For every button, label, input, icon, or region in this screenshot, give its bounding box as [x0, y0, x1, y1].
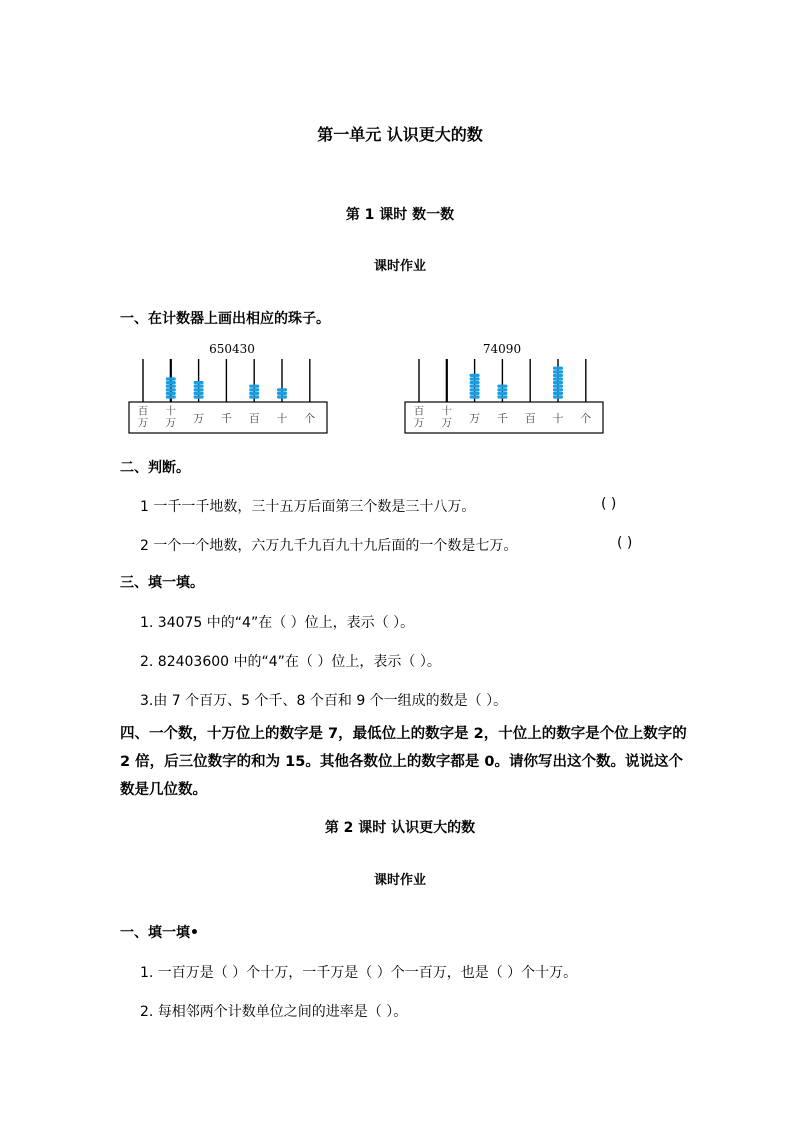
abacus-place-label: 十: [165, 405, 177, 417]
abacus-place-label: 千: [496, 412, 508, 425]
abacus-bead: [497, 385, 507, 388]
abacus-place-label: 万: [441, 417, 453, 429]
abacus-bead: [553, 385, 563, 388]
abacus-bead: [553, 381, 563, 384]
fill-item-1: 1. 34075 中的“4”在（ ）位上，表示（ ）。: [140, 615, 415, 631]
lesson2-section1-heading: 一、填一填•: [120, 925, 199, 941]
abacus-bead: [166, 377, 176, 380]
abacus-bead: [249, 388, 259, 391]
abacus-place-label: 百: [413, 405, 425, 417]
abacus-place-label: 百: [137, 405, 149, 417]
fill-item-2: 2. 82403600 中的“4”在（ ）位上，表示（ ）。: [140, 654, 441, 670]
judge-item-2-blank[interactable]: ( ): [617, 535, 633, 551]
abacus-1-drawing: [128, 339, 328, 435]
abacus-1-number: 650430: [209, 342, 255, 356]
abacus-bead: [277, 392, 287, 395]
lesson2-fill-item-2: 2. 每相邻两个计数单位之间的进率是（ ）。: [140, 1004, 408, 1020]
abacus-bead: [470, 388, 480, 391]
abacus-place-label: 万: [469, 412, 481, 425]
abacus-bead: [194, 392, 204, 395]
abacus-bead: [194, 388, 204, 391]
abacus-bead: [166, 395, 176, 398]
abacus-place-label: 万: [137, 417, 149, 429]
unit-title: 第一单元 认识更大的数: [317, 125, 483, 144]
abacus-place-label: 千: [220, 412, 232, 425]
lesson1-homework-label: 课时作业: [373, 259, 426, 274]
abacus-place-label: 个: [580, 412, 592, 425]
judge-item-2: 2 一个一个地数，六万九千九百九十九后面的一个数是七万。: [140, 538, 518, 554]
abacus-2-drawing: [404, 339, 604, 435]
section1-heading: 一、在计数器上画出相应的珠子。: [120, 311, 330, 327]
abacus-bead: [553, 388, 563, 391]
abacus-bead: [497, 395, 507, 398]
abacus-bead: [553, 367, 563, 370]
abacus-place-label: 百: [524, 412, 536, 425]
abacus-bead: [249, 392, 259, 395]
abacus-bead: [470, 392, 480, 395]
abacus-place-label: 个: [304, 412, 316, 425]
abacus-bead: [249, 385, 259, 388]
judge-item-1-blank[interactable]: ( ): [601, 496, 617, 512]
abacus-1: [128, 339, 328, 435]
abacus-bead: [194, 381, 204, 384]
abacus-bead: [470, 381, 480, 384]
abacus-bead: [553, 370, 563, 373]
abacus-bead: [470, 374, 480, 377]
abacus-bead: [470, 377, 480, 380]
abacus-place-label: 十: [441, 405, 453, 417]
abacus-bead: [553, 377, 563, 380]
abacus-place-label: 百: [248, 412, 260, 425]
abacus-bead: [277, 388, 287, 391]
abacus-place-label: 万: [193, 412, 205, 425]
abacus-bead: [166, 388, 176, 391]
section3-heading: 三、填一填。: [120, 575, 204, 591]
abacus-bead: [166, 392, 176, 395]
abacus-bead: [553, 392, 563, 395]
abacus-bead: [497, 388, 507, 391]
abacus-place-label: 十: [276, 412, 288, 425]
lesson2-homework-label: 课时作业: [373, 873, 426, 888]
section2-heading: 二、判断。: [120, 460, 190, 476]
abacus-bead: [277, 395, 287, 398]
lesson2-title: 第 2 课时 认识更大的数: [324, 820, 476, 836]
judge-item-1: 1 一千一千地数，三十五万后面第三个数是三十八万。: [140, 499, 476, 515]
abacus-bead: [553, 395, 563, 398]
abacus-bead: [194, 395, 204, 398]
abacus-2-number: 74090: [482, 342, 522, 356]
abacus-place-label: 十: [552, 412, 564, 425]
abacus-place-label: 万: [165, 417, 177, 429]
abacus-bead: [194, 385, 204, 388]
lesson2-fill-item-1: 1. 一百万是（ ）个十万，一千万是（ ）个一百万，也是（ ）个十万。: [140, 965, 578, 981]
abacus-bead: [166, 385, 176, 388]
abacus-bead: [470, 395, 480, 398]
abacus-bead: [470, 385, 480, 388]
lesson1-title: 第 1 课时 数一数: [345, 207, 455, 223]
abacus-bead: [249, 395, 259, 398]
section4-problem: 四、一个数，十万位上的数字是 7，最低位上的数字是 2，十位上的数字是个位上数字的 2 倍，后三位数字的和为 15。其他各数位上的数字都是 0。请你写出这个数。说说这个数是几位数。: [120, 726, 687, 798]
abacus-2: [404, 339, 604, 435]
abacus-bead: [166, 381, 176, 384]
abacus-bead: [553, 374, 563, 377]
abacus-bead: [497, 392, 507, 395]
abacus-place-label: 万: [413, 417, 425, 429]
fill-item-3: 3.由 7 个百万、5 个千、8 个百和 9 个一组成的数是（ ）。: [140, 693, 508, 709]
